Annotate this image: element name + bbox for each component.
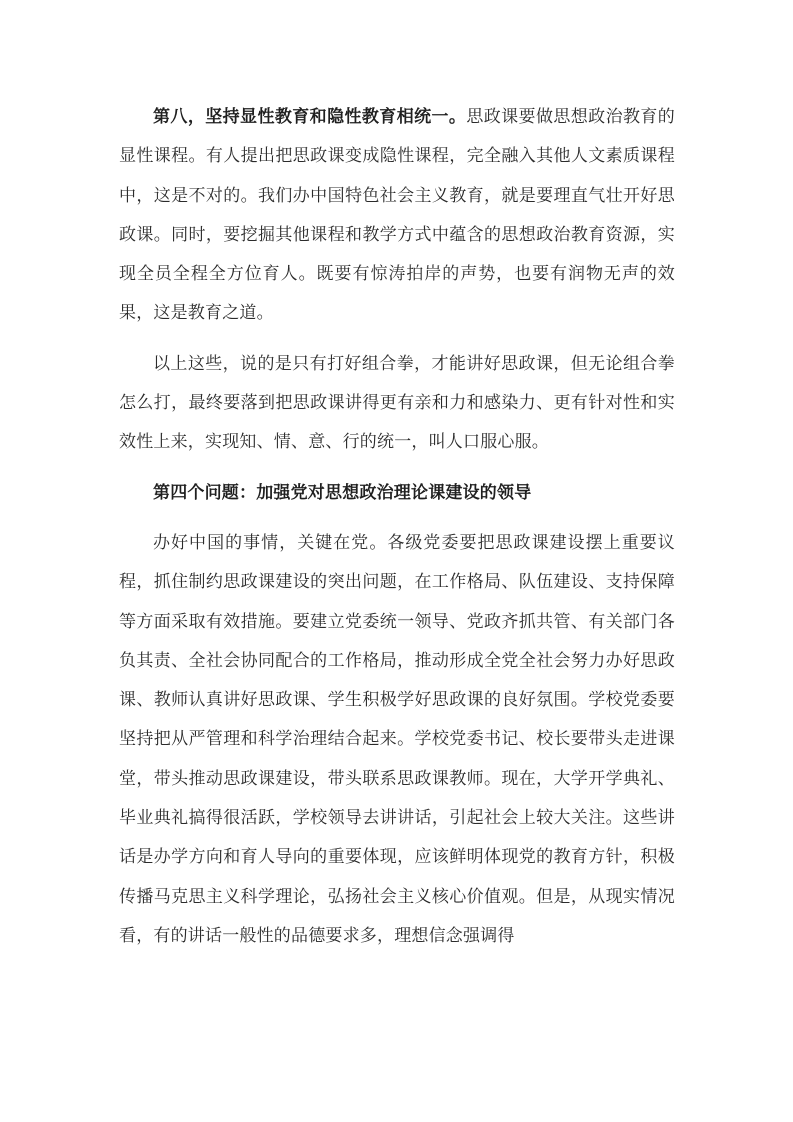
document-body [119, 98, 675, 956]
section-8-lead: 第八，坚持显性教育和隐性教育相统一。 [153, 107, 467, 127]
section-heading-4: 第四个问题：加强党对思想政治理论课建设的领导 [153, 482, 532, 503]
paragraph-section-8 [119, 98, 675, 334]
paragraph-section-4: 办好中国的事情，关键在党。各级党委要把思政课建设摆上重要议程，抓住制约思政课建设的突出问题，在工作格局、队伍建设、支持保障等方面采取有效措施。要建立党委统一领导、党政齐抓共管、有关部门各负其责、全社会协同配合的工作格局，推动形成全党全社会努力办好思政课、教师认真讲好思政课、学生积极学好思政课的良好氛围。学校党委要坚持把从严管理和科学治理结合起来。学校党委书记、校长要带头走进课堂，带头推动思政课建设，带头联系思政课教师。现在，大学开学典礼、毕业典礼搞得很活跃，学校领导去讲讲话，引起社会上较大关注。这些讲话是办学方向和育人导向的重要体现，应该鲜明体现党的教育方针，积极传播马克思主义科学理论，弘扬社会主义核心价值观。但是，从现实情况看，有的讲话一般性的品德要求多，理想信念强调得 [119, 532, 675, 946]
section-8-body: 思政课要做思想政治教育的显性课程。有人提出把思政课变成隐性课程，完全融入其他人文素质课程中，这是不对的。我们办中国特色社会主义教育，就是要理直气壮开好思政课。同时，要挖掘其他课程和教学方式中蕴含的思想政治教育资源，实现全员全程全方位育人。既要有惊涛拍岸的声势，也要有润物无声的效果，这是教育之道。 [119, 107, 675, 324]
paragraph-summary: 以上这些，说的是只有打好组合拳，才能讲好思政课，但无论组合拳怎么打，最终要落到把思政课讲得更有亲和力和感染力、更有针对性和实效性上来，实现知、情、意、行的统一，叫人口服心服。 [119, 353, 675, 453]
